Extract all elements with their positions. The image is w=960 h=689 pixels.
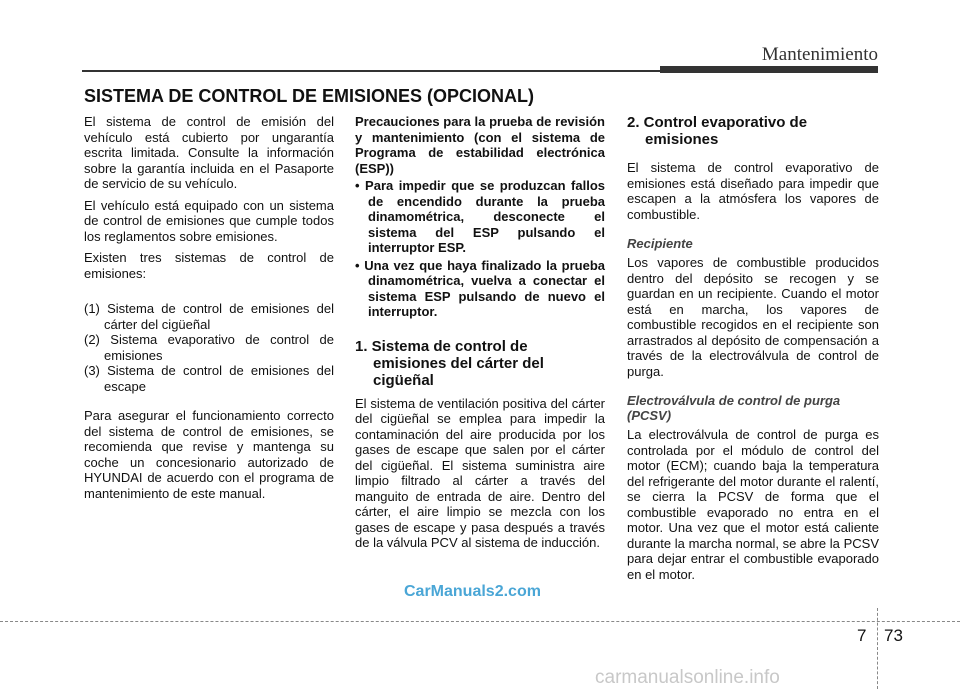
column-3 [627,114,879,588]
equipment-paragraph: El vehículo está equipado con un sistema de control de emisiones que cumple todos los reglamentos sobre emisiones. [84,197,334,244]
footer-divider [0,621,960,622]
column-1 [84,114,334,507]
header-rule-thick [660,66,878,73]
section-heading-1: 1. Sistema de control de emisiones del cárter del cigüeñal [355,337,544,389]
pcsv-paragraph: La electroválvula de control de purga es controlada por el módulo de control del motor (ECM); cuando baja la temperatura del refrigerante del motor durante el ralentí, se cierra la PCSV de forma que el combustible evaporado no entra en el motor. Una vez que el motor está caliente durante la marcha normal, se abre la PCSV para dejar entrar el combustible evaporado en el motor. [627,427,879,582]
crankcase-paragraph: El sistema de ventilación positiva del cárter del cigüeñal se emplea para impedir la contaminación del aire producida por los gases de escape que salen por el cárter del cigüeñal. El sistema suministra aire limpio filtrado al cárter a través del manguito de entrada de aire. Dentro del cárter, el aire limpio se mezcla con los gases de escape y pasa después a través de la válvula PCV al sistema de inducción. [355,395,605,550]
bullet-item: • Una vez que haya finalizado la prueba dinamométrica, vuelva a conectar el sistema ESP pulsando de nuevo el interruptor. [355,257,605,319]
maintenance-paragraph: Para asegurar el funcionamiento correcto del sistema de control de emisiones, se recomienda que revise y mantenga su coche un concesionario autorizado de HYUNDAI de acuerdo con el programa de mantenimiento de este manual. [84,408,334,501]
section-title: SISTEMA DE CONTROL DE EMISIONES (OPCIONAL) [84,86,535,106]
subheading-canister: Recipiente [627,236,693,251]
subheading-pcsv: Electroválvula de control de purga (PCSV) [627,393,841,423]
list-item: (1) Sistema de control de emisiones del cárter del cigüeñal [84,301,334,332]
precautions-title: Precauciones para la prueba de revisión y mantenimiento (con el sistema de Programa de estabilidad electrónica (ESP)) [355,114,605,176]
systems-intro: Existen tres sistemas de control de emisiones: [84,250,334,281]
footer-watermark-url: carmanualsonline.info [595,667,780,688]
bullet-item: • Para impedir que se produzcan fallos de encendido durante la prueba dinamométrica, desconecte el sistema del ESP pulsando el interruptor ESP. [355,178,605,255]
watermark-logo: CarManuals2.com [404,583,541,600]
page-number: 73 [884,626,903,645]
page-header-title: Mantenimiento [761,44,878,65]
list-item: (2) Sistema evaporativo de control de emisiones [84,332,334,363]
column-2 [355,114,605,557]
evaporative-paragraph: El sistema de control evaporativo de emisiones está diseñado para impedir que escapen a la atmósfera los vapores de combustible. [627,160,879,222]
header-rule [82,70,660,72]
section-heading-2: 2. Control evaporativo de emisiones [627,114,808,148]
footer-vertical-divider [877,608,878,689]
list-item: (3) Sistema de control de emisiones del escape [84,363,334,394]
intro-paragraph: El sistema de control de emisión del vehículo está cubierto por ungarantía escrita limitada. Consulte la información sobre la garantía incluida en el Pasaporte de servicio de su vehículo. [84,114,334,191]
chapter-number: 7 [857,626,867,645]
canister-paragraph: Los vapores de combustible producidos dentro del depósito se recogen y se guardan en un recipiente. Cuando el motor está en marcha, los vapores de combustible recogidos en el recipiente son arrastrados al depósito de compensación a través de la electroválvula de control de purga. [627,255,879,379]
